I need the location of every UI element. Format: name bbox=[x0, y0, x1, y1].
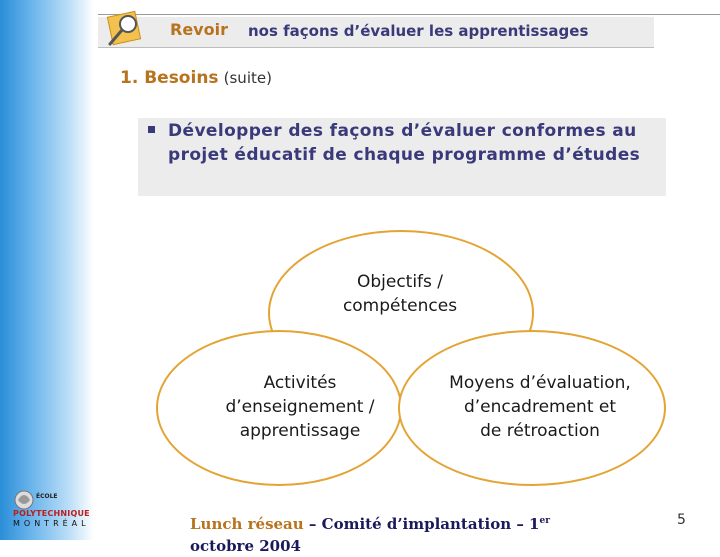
ellipse-evaluation-label: Moyens d’évaluation, d’encadrement et de rétroaction bbox=[449, 373, 631, 441]
page-number: 5 bbox=[677, 512, 686, 528]
section-heading bbox=[120, 68, 272, 88]
header-title-highlight: Revoir bbox=[170, 20, 228, 39]
section-title: 1. Besoins bbox=[120, 68, 219, 88]
footer-event: Lunch réseau bbox=[190, 515, 304, 533]
logo-line-2: POLYTECHNIQUE bbox=[13, 509, 90, 518]
side-gradient-band bbox=[0, 0, 94, 540]
ellipse-objectives-label: Objectifs / compétences bbox=[342, 272, 458, 316]
section-suffix: (suite) bbox=[223, 69, 272, 87]
bullet-text: Développer des façons d’évaluer conformes au projet éducatif de chaque programme d’études bbox=[168, 121, 641, 165]
header-title: nos façons d’évaluer les apprentissages bbox=[248, 22, 589, 40]
logo-line-3: MONTRÉAL bbox=[13, 519, 90, 528]
footer-date: octobre 2004 bbox=[190, 537, 301, 555]
footer-text bbox=[190, 510, 610, 557]
bullet-square-icon bbox=[148, 126, 155, 133]
footer-superscript: er bbox=[539, 516, 550, 526]
footer-rest: – Comité d’implantation – 1 bbox=[303, 515, 540, 533]
logo-line-1: ÉCOLE bbox=[36, 493, 58, 500]
ellipse-activities-label: Activités d’enseignement / apprentissage bbox=[225, 373, 375, 441]
header-divider bbox=[98, 14, 720, 15]
magnifier-icon bbox=[104, 8, 148, 52]
